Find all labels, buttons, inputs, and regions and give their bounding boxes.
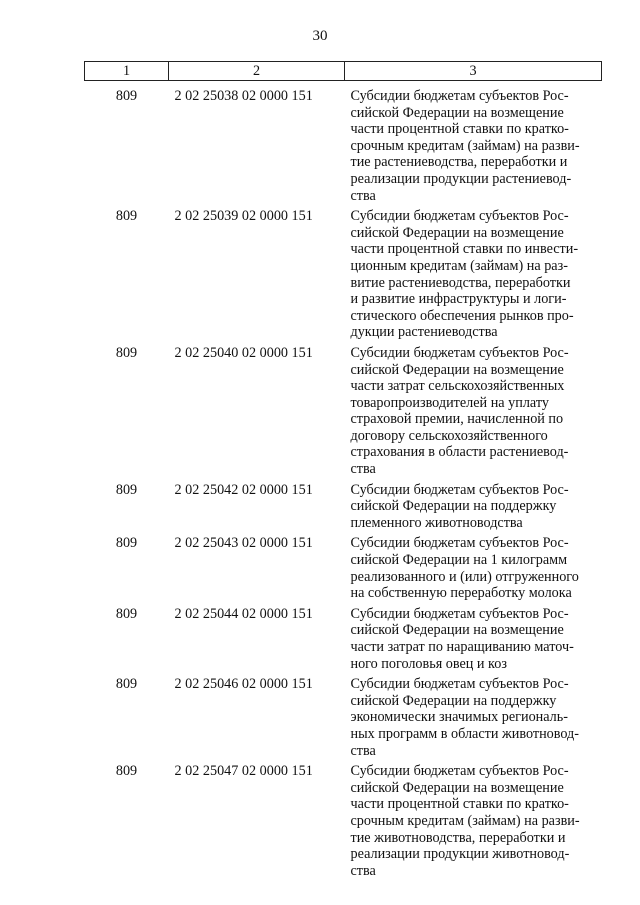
table-row: [85, 676, 602, 763]
description-line: части затрат сельскохозяйственных: [350, 378, 565, 395]
description-line: тие животноводства, переработки и: [350, 829, 566, 846]
description-cell: [345, 763, 602, 883]
table-header-row: [85, 62, 602, 81]
description-line: Субсидии бюджетам субъектов Рос-: [350, 605, 569, 622]
description-line: срочным кредитам (займам) на разви-: [350, 137, 580, 154]
description-line: договору сельскохозяйственного: [350, 427, 548, 444]
description-line: витие растениеводства, переработки: [350, 274, 571, 291]
description-line: реализованного и (или) отгруженного: [350, 568, 579, 585]
description-line: сийской Федерации на 1 килограмм: [350, 552, 568, 569]
description-line: части процентной ставки по инвести-: [350, 241, 579, 258]
page-number: 30: [312, 28, 328, 44]
description-line: ционным кредитам (займам) на раз-: [350, 257, 568, 274]
description-line: страхования в области растениевод-: [350, 444, 569, 461]
admin-code-cell: 809: [115, 535, 138, 552]
description-line: тие растениеводства, переработки и: [350, 154, 568, 171]
table-row: [85, 763, 602, 883]
table-header: [85, 62, 602, 81]
description-line: Субсидии бюджетам субъектов Рос-: [350, 88, 569, 104]
description-line: племенного животноводства: [350, 514, 523, 531]
description-line: и развитие инфраструктуры и логи-: [350, 291, 567, 308]
description-line: Субсидии бюджетам субъектов Рос-: [350, 208, 569, 225]
budget-code-cell: 2 02 25039 02 0000 151: [174, 208, 313, 225]
admin-code-cell: 809: [115, 88, 138, 104]
description-line: части затрат по наращиванию маточ-: [350, 639, 574, 655]
column-header-1: 1: [85, 62, 169, 81]
description-line: сийской Федерации на возмещение: [350, 104, 564, 121]
description-line: Субсидии бюджетам субъектов Рос-: [350, 763, 569, 780]
description-line: Субсидии бюджетам субъектов Рос-: [350, 535, 569, 552]
budget-codes-table: [84, 61, 602, 883]
column-header-2: 2: [169, 62, 345, 81]
budget-code-cell: 2 02 25040 02 0000 151: [174, 344, 313, 361]
table-row: [85, 606, 602, 676]
description-line: части процентной ставки по кратко-: [350, 796, 569, 813]
admin-code-cell: 809: [115, 763, 138, 780]
table-row: [85, 535, 602, 605]
budget-code-cell: 2 02 25047 02 0000 151: [174, 763, 313, 780]
description-line: сийской Федерации на поддержку: [350, 692, 557, 709]
description-cell: [345, 606, 602, 676]
table-row: [85, 208, 602, 345]
budget-code-cell: 2 02 25046 02 0000 151: [174, 676, 313, 693]
table-row: [85, 345, 602, 482]
admin-code-cell: 809: [115, 676, 138, 693]
description-line: сийской Федерации на возмещение: [350, 361, 564, 378]
description-line: на собственную переработку молока: [350, 585, 572, 602]
description-line: реализации продукции животновод-: [350, 846, 570, 863]
description-line: Субсидии бюджетам субъектов Рос-: [350, 344, 569, 361]
description-line: Субсидии бюджетам субъектов Рос-: [350, 676, 569, 693]
description-line: ства: [350, 862, 376, 879]
admin-code-cell: 809: [115, 344, 138, 361]
description-line: ных программ в области животновод-: [350, 725, 579, 742]
description-line: Субсидии бюджетам субъектов Рос-: [350, 481, 569, 498]
description-line: ства: [350, 461, 376, 478]
description-line: сийской Федерации на возмещение: [350, 779, 564, 796]
description-line: ства: [350, 742, 376, 759]
budget-code-cell: 2 02 25043 02 0000 151: [174, 535, 313, 552]
description-cell: [345, 535, 602, 605]
table-row: [85, 482, 602, 536]
description-line: части процентной ставки по кратко-: [350, 121, 569, 138]
description-cell: [345, 482, 602, 536]
description-cell: [345, 208, 602, 345]
description-line: реализации продукции растениевод-: [350, 170, 572, 187]
table-body: [85, 81, 602, 884]
description-line: срочным кредитам (займам) на разви-: [350, 812, 580, 829]
description-line: ства: [350, 187, 376, 204]
table-row: [85, 81, 602, 209]
description-line: экономически значимых региональ-: [350, 709, 568, 726]
description-line: стического обеспечения рынков про-: [350, 307, 574, 324]
budget-code-cell: 2 02 25044 02 0000 151: [174, 605, 313, 622]
description-cell: [345, 345, 602, 482]
budget-code-cell: 2 02 25038 02 0000 151: [174, 88, 313, 104]
description-line: ного поголовья овец и коз: [350, 655, 507, 672]
description-line: страховой премии, начисленной по: [350, 411, 564, 428]
budget-code-cell: 2 02 25042 02 0000 151: [174, 481, 313, 498]
description-line: сийской Федерации на поддержку: [350, 498, 557, 515]
admin-code-cell: 809: [115, 481, 138, 498]
description-line: дукции растениеводства: [350, 324, 498, 341]
description-line: сийской Федерации на возмещение: [350, 224, 564, 241]
description-line: сийской Федерации на возмещение: [350, 622, 564, 639]
description-cell: [345, 81, 602, 209]
description-line: товаропроизводителей на уплату: [350, 394, 549, 411]
admin-code-cell: 809: [115, 208, 138, 225]
column-header-3: 3: [345, 62, 602, 81]
admin-code-cell: 809: [115, 605, 138, 622]
description-cell: [345, 676, 602, 763]
